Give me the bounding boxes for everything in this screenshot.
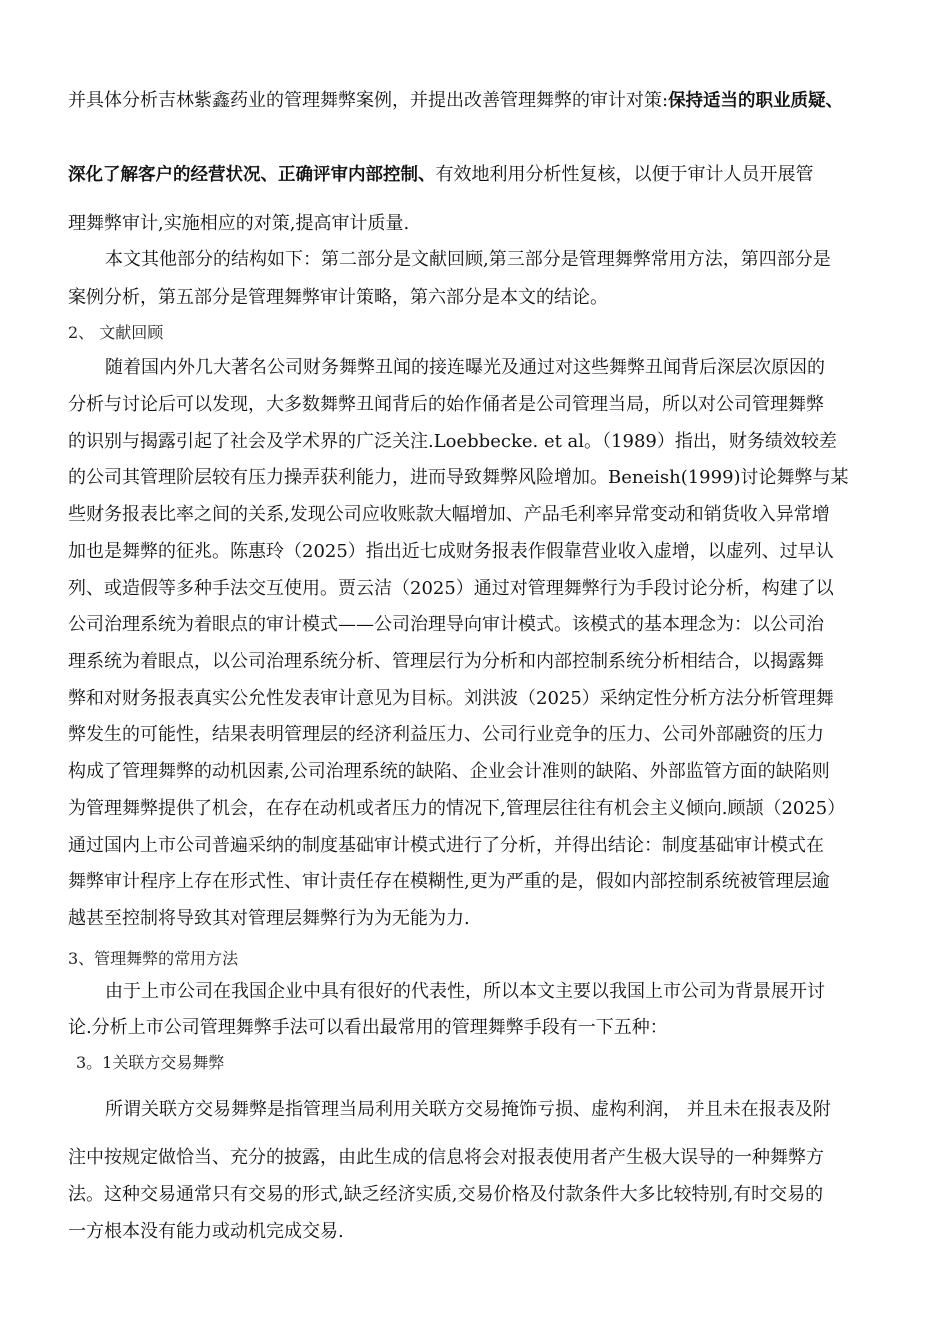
paragraph-line: 所谓关联方交易舞弊是指管理当局利用关联方交易掩饰亏损、虚构利润， 并且未在报表及附 xyxy=(105,1099,831,1120)
intro-line-1 xyxy=(68,89,883,113)
intro-text: 并具体分析吉林紫鑫药业的管理舞弊案例，并提出改善管理舞弊的审计对策: xyxy=(68,90,669,111)
paragraph-line: 随着国内外几大著名公司财务舞弊丑闻的接连曝光及通过对这些舞弊丑闻背后深层次原因的 xyxy=(105,357,825,378)
paragraph-line: 一方根本没有能力或动机完成交易. xyxy=(68,1221,344,1242)
paragraph-line: 舞弊审计程序上存在形式性、审计责任存在模糊性,更为严重的是，假如内部控制系统被管理层逾 xyxy=(68,871,830,892)
intro-emphasis: 深化了解客户的经营状况、正确评审内部控制、 xyxy=(68,165,436,185)
paragraph-line: 论.分析上市公司管理舞弊手法可以看出最常用的管理舞弊手段有一下五种： xyxy=(68,1017,668,1038)
paragraph-line: 列、或造假等多种手法交互使用。贾云洁（2025）通过对管理舞弊行为手段讨论分析，构建了以 xyxy=(68,578,834,599)
paragraph-line: 为管理舞弊提供了机会，在存在动机或者压力的情况下,管理层往往有机会主义倾向.顾颉（2025） xyxy=(68,798,846,819)
paragraph-line: 弊发生的可能性，结果表明管理层的经济利益压力、公司行业竞争的压力、公司外部融资的压力 xyxy=(68,724,824,745)
paragraph-line: 弊和对财务报表真实公允性发表审计意见为目标。刘洪波（2025）采纳定性分析方法分析管理舞 xyxy=(68,688,834,709)
intro-emphasis: 保持适当的职业质疑、 xyxy=(668,91,844,111)
paragraph-line: 法。这种交易通常只有交易的形式,缺乏经济实质,交易价格及付款条件大多比较特别,有时交易的 xyxy=(68,1184,824,1205)
paragraph-line: 理系统为着眼点，以公司治理系统分析、管理层行为分析和内部控制系统分析相结合，以揭露舞 xyxy=(68,651,824,672)
paragraph-line: 加也是舞弊的征兆。陈惠玲（2025）指出近七成财务报表作假靠营业收入虚增，以虚列、过早认 xyxy=(68,541,834,562)
intro-line-2 xyxy=(68,163,883,187)
paragraph-line: 构成了管理舞弊的动机因素,公司治理系统的缺陷、企业会计准则的缺陷、外部监管方面的缺陷则 xyxy=(68,761,830,782)
paragraph-line: 些财务报表比率之间的关系,发现公司应收账款大幅增加、产品毛利率异常变动和销货收入异常增 xyxy=(68,504,830,525)
intro-text: 有效地利用分析性复核，以便于审计人员开展管 xyxy=(435,164,814,185)
section-heading: 3、管理舞弊的常用方法 xyxy=(68,949,239,968)
paragraph-line: 分析与讨论后可以发现，大多数舞弊丑闻背后的始作俑者是公司管理当局，所以对公司管理舞弊 xyxy=(68,394,824,415)
paragraph-line: 的识别与揭露引起了社会及学术界的广泛关注.Loebbecke. et al。（1989）指出，财务绩效较差 xyxy=(68,431,837,452)
paragraph-line: 注中按规定做恰当、充分的披露，由此生成的信息将会对报表使用者产生极大误导的一种舞弊方 xyxy=(68,1147,824,1168)
paragraph-line: 的公司其管理阶层较有压力操弄获利能力，进而导致舞弊风险增加。Beneish(1999)讨论舞弊与某 xyxy=(68,467,849,488)
paragraph-line: 公司治理系统为着眼点的审计模式——公司治理导向审计模式。该模式的基本理念为：以公司治 xyxy=(68,614,824,635)
intro-line-3: 理舞弊审计,实施相应的对策,提高审计质量. xyxy=(68,213,410,234)
paragraph-line: 越甚至控制将导致其对管理层舞弊行为为无能为力. xyxy=(68,908,470,929)
structure-line-1: 本文其他部分的结构如下：第二部分是文献回顾,第三部分是管理舞弊常用方法，第四部分是 xyxy=(105,249,831,270)
paragraph-line: 由于上市公司在我国企业中具有很好的代表性，所以本文主要以我国上市公司为背景展开讨 xyxy=(105,981,825,1002)
section-heading: 2、 文献回顾 xyxy=(68,323,164,342)
subsection-heading: 3。1关联方交易舞弊 xyxy=(76,1053,225,1072)
structure-line-2: 案例分析，第五部分是管理舞弊审计策略，第六部分是本文的结论。 xyxy=(68,287,608,308)
paragraph-line: 通过国内上市公司普遍采纳的制度基础审计模式进行了分析，并得出结论：制度基础审计模式在 xyxy=(68,835,824,856)
